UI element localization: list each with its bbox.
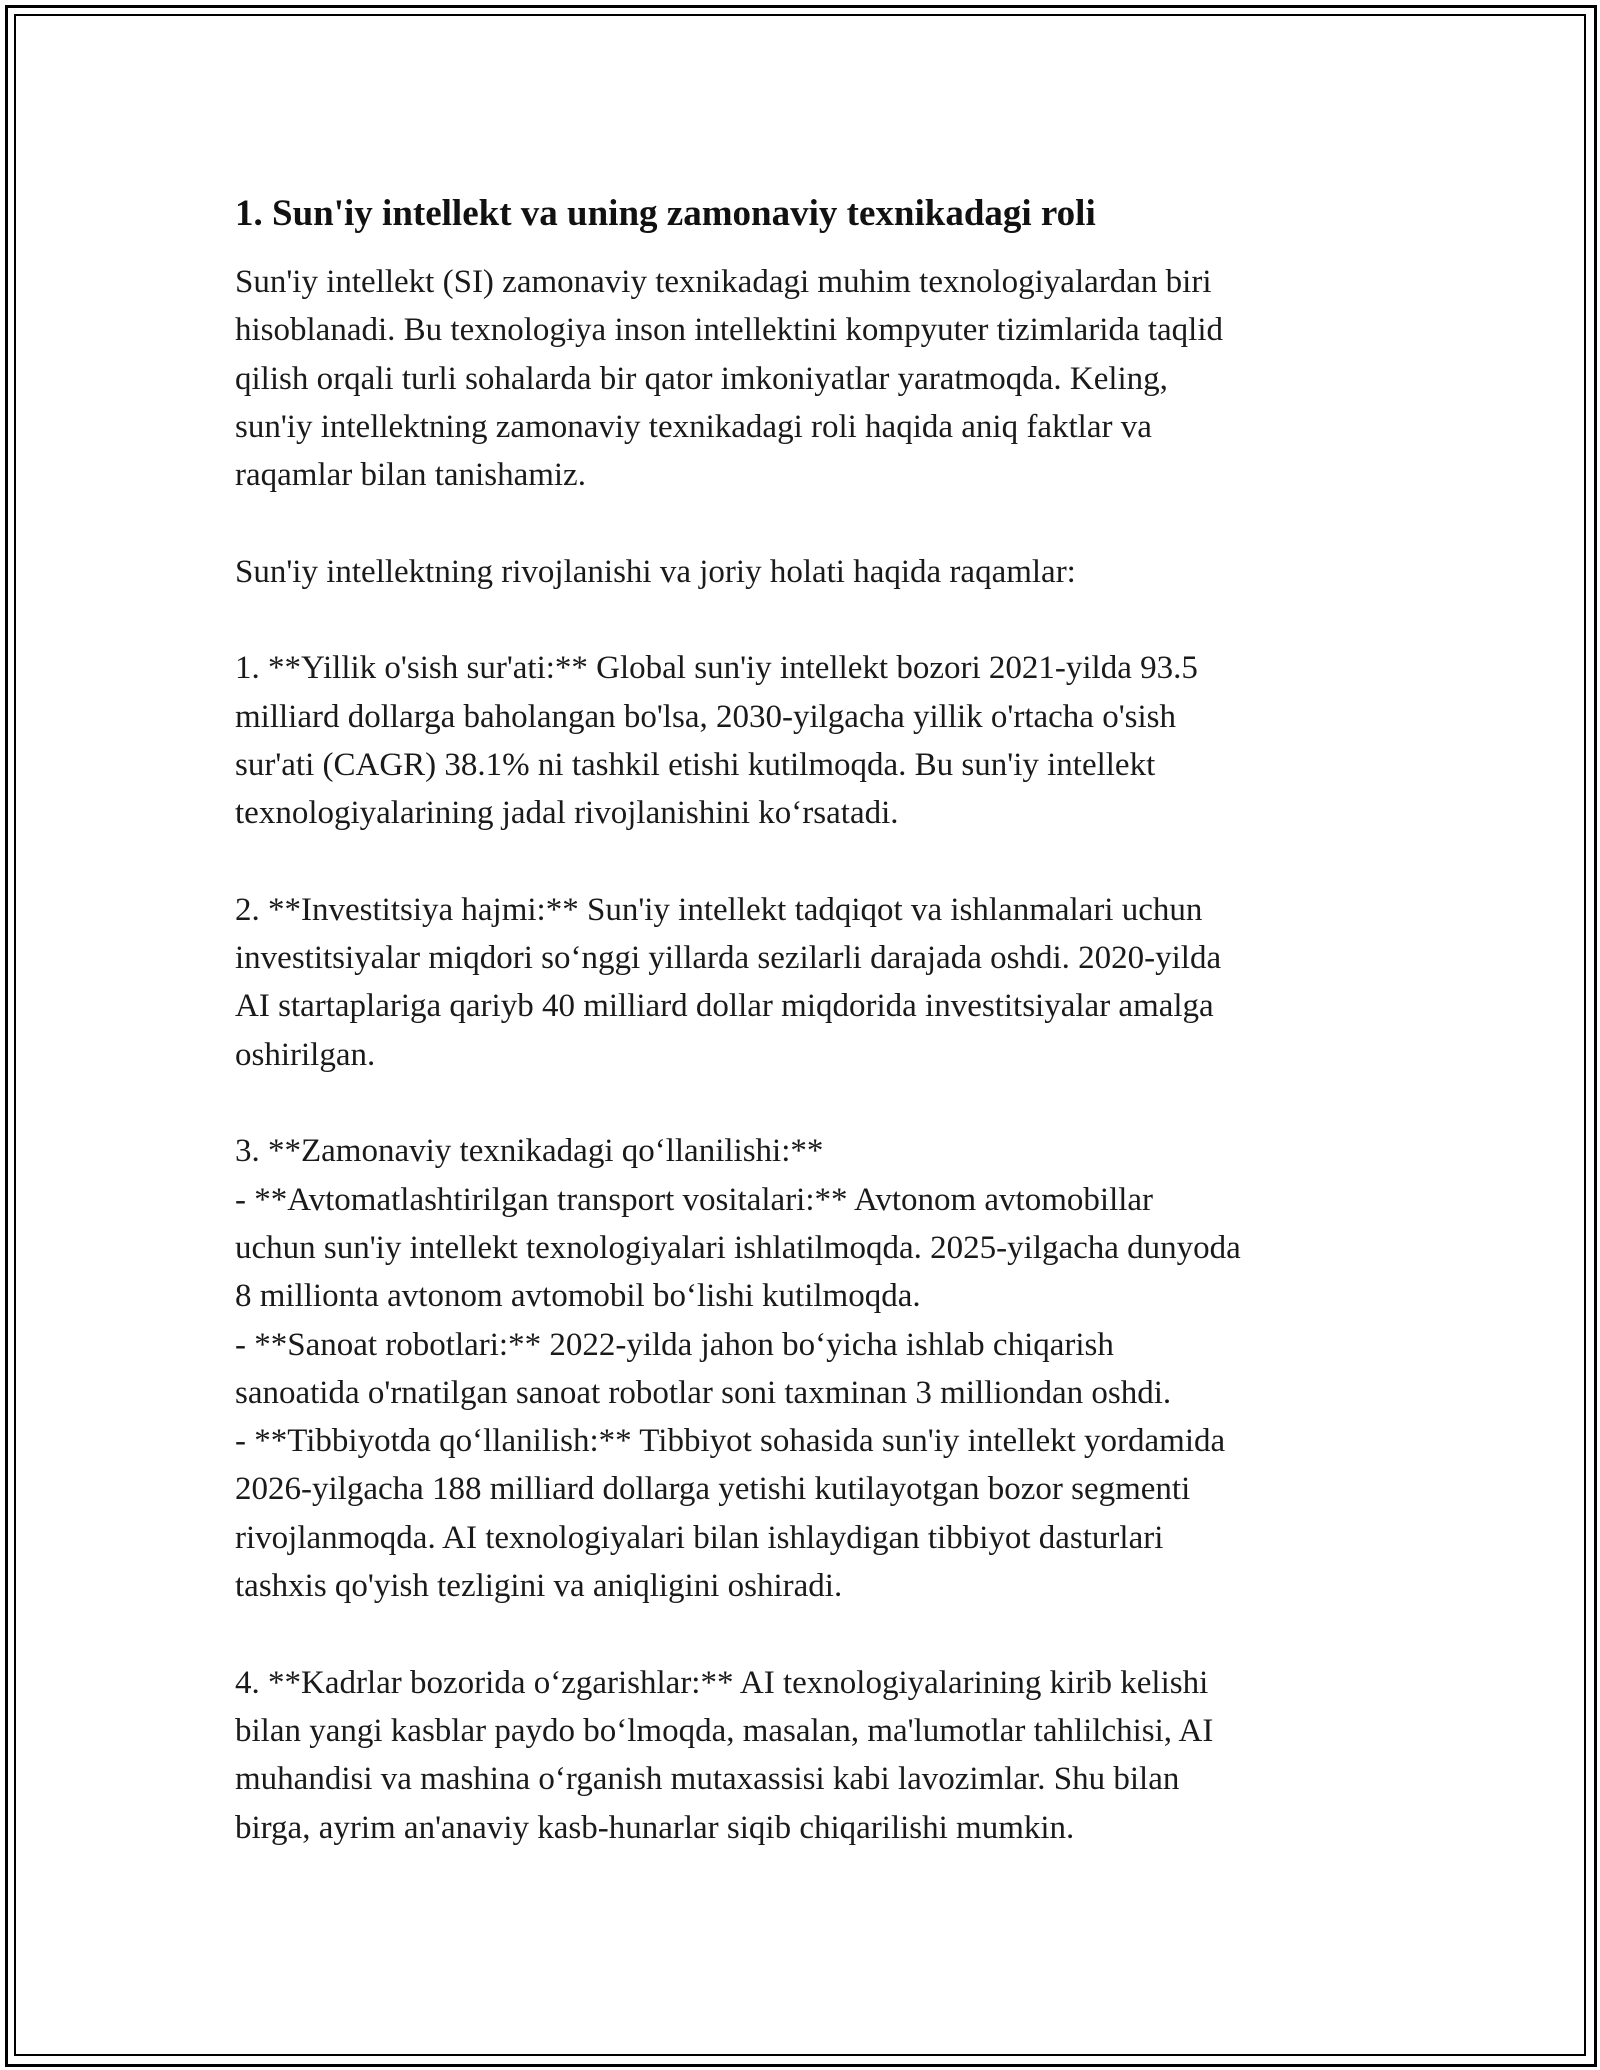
paragraph-spacer — [235, 596, 1385, 644]
list-item-growth-rate: 1. **Yillik o'sish sur'ati:** Global sun'iy intellekt bozori 2021-yilda 93.5 milliard dollarga baholangan bo'lsa, 2030-yilgacha yillik o'rtacha o'sish sur'ati (CAGR) 38.1% ni tashkil etishi kutilmoqda. Bu sun'iy intellekt texnologiyalarining jadal rivojlanishini ko‘rsatadi. — [235, 650, 1198, 832]
list-item-investment: 2. **Investitsiya hajmi:** Sun'iy intellekt tadqiqot va ishlanmalari uchun investitsiyalar miqdori so‘nggi yillarda sezilarli darajada oshdi. 2020-yilda AI startaplariga qariyb 40 milliard dollar miqdorida investitsiyalar amalga oshirilgan. — [235, 891, 1222, 1073]
paragraph-spacer — [235, 1079, 1385, 1127]
document-title: 1. Sun'iy intellekt va uning zamonaviy texnikadagi roli — [235, 193, 1096, 234]
document-body — [235, 190, 1385, 1852]
intro-paragraph: Sun'iy intellekt (SI) zamonaviy texnikadagi muhim texnologiyalardan biri hisoblanadi. Bu texnologiya inson intellektini kompyuter tizimlarida taqlid qilish orqali turli sohalarda bir qator imkoniyatlar yaratmoqda. Keling, sun'iy intellektning zamonaviy texnikadagi roli haqida aniq faktlar va raqamlar bilan tanishamiz. — [235, 264, 1224, 494]
section-lead-paragraph: Sun'iy intellektning rivojlanishi va joriy holati haqida raqamlar: — [235, 553, 1076, 590]
list-item-applications: 3. **Zamonaviy texnikadagi qo‘llanilishi:** - **Avtomatlashtirilgan transport vositalari:** Avtonom avtomobillar uchun sun'iy intellekt texnologiyalari ishlatilmoqda. 2025-yilgacha dunyoda 8 millionta avtonom avtomobil bo‘lishi kutilmoqda. - **Sanoat robotlari:** 2022-yilda jahon bo‘yicha ishlab chiqarish sanoatida o'rnatilgan sanoat robotlar soni taxminan 3 milliondan oshdi. - **Tibbiyotda qo‘llanilish:** Tibbiyot sohasida sun'iy intellekt yordamida 2026-yilgacha 188 milliard dollarga yetishi kutilayotgan bozor segmenti rivojlanmoqda. AI texnologiyalari bilan ishlaydigan tibbiyot dasturlari tashxis qo'yish tezligini va aniqligini oshiradi. — [235, 1133, 1241, 1605]
list-item-labor-market: 4. **Kadrlar bozorida o‘zgarishlar:** AI texnologiyalarining kirib kelishi bilan yangi kasblar paydo bo‘lmoqda, masalan, ma'lumotlar tahlilchisi, AI muhandisi va mashina o‘rganish mutaxassisi kabi lavozimlar. Shu bilan birga, ayrim an'anaviy kasb-hunarlar siqib chiqarilishi mumkin. — [235, 1664, 1214, 1846]
paragraph-spacer — [235, 838, 1385, 886]
paragraph-spacer — [235, 499, 1385, 547]
paragraph-spacer — [235, 1610, 1385, 1658]
